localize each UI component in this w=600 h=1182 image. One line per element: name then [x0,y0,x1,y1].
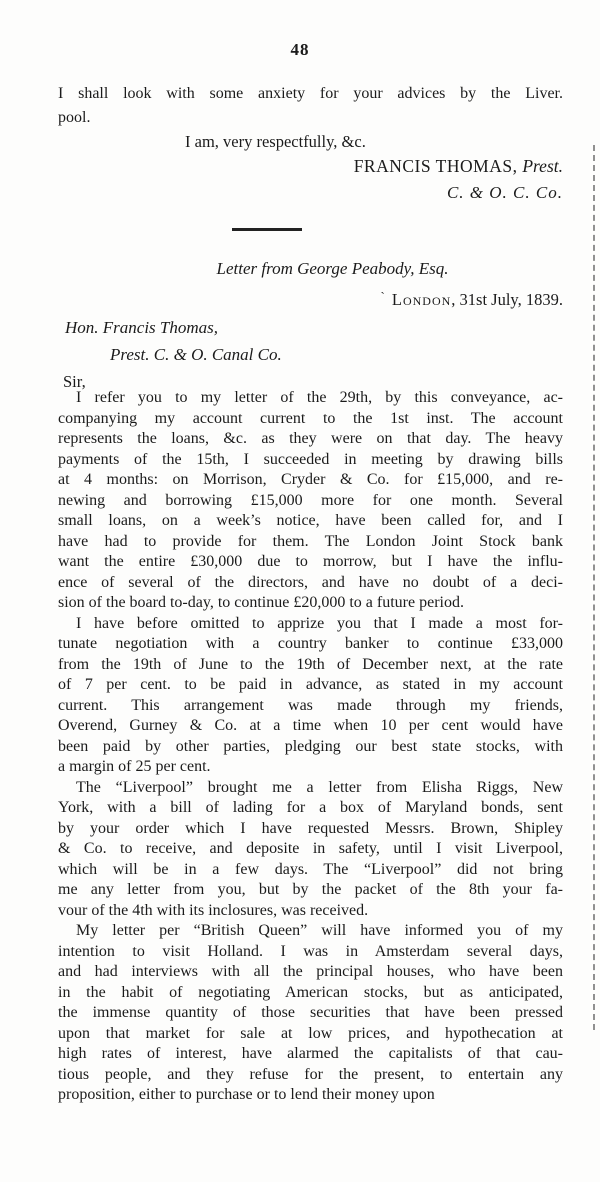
scan-edge-artifact [593,145,595,1030]
text-line: have had to provide for them. The London Joint Stock bank [58,532,563,550]
text-line: current. This arrangement was made through my friends, [58,696,563,714]
text-line: and had interviews with all the principal houses, who have been [58,963,563,980]
text-line: York, with a bill of lading for a box of Maryland bonds, sent [58,799,563,816]
signature-title: Prest. [522,156,563,176]
text-line: I refer you to my letter of the 29th, by this conveyance, ac- [76,389,563,406]
salutation: Sir, [63,372,86,391]
text-line: high rates of interest, have alarmed the capitalists of that cau- [58,1045,563,1062]
signature-name: FRANCIS THOMAS, [353,156,518,176]
text-line: proposition, either to purchase or to lend their money upon [58,1086,435,1103]
text-line: of 7 per cent. to be paid in advance, as stated in my account [58,676,563,693]
signature-company: C. & O. C. Co. [446,183,563,202]
text-line: at 4 months: on Morrison, Cryder & Co. for £15,000, and re- [58,471,563,488]
addressee-title: Prest. C. & O. Canal Co. [110,345,282,364]
body-paragraph-2 [58,614,563,778]
text-line: which will be in a few days. The “Liverpool” did not bring [58,860,563,878]
text-line: Overend, Gurney & Co. at a time when 10 per cent would have [58,717,563,734]
text-line: newing and borrowing £15,000 more for one month. Several [58,491,563,509]
text-line: sion of the board to-day, to continue £20,000 to a future period. [58,594,464,611]
text-line: want the entire £30,000 due to morrow, but I have the influ- [58,553,563,570]
signature-line [58,156,563,177]
letter-heading: Letter from George Peabody, Esq. [216,259,449,278]
text-line: pool. [58,109,91,126]
text-line: I shall look with some anxiety for your advices by the Liver. [58,85,563,102]
text-line: small loans, on a week’s notice, have been called for, and I [58,512,563,529]
text-line: me any letter from you, but by the packet of the 8th your fa- [58,881,563,898]
dateline-date: , 31st July, 1839. [451,290,563,309]
text-line: companying my account current to the 1st inst. The account [58,409,563,427]
text-line: intention to visit Holland. I was in Amsterdam several days, [58,942,563,960]
text-line: My letter per “British Queen” will have informed you of my [76,922,563,939]
section-divider-rule [232,228,302,231]
addressee-name: Hon. Francis Thomas, [65,318,219,337]
text-line: vour of the 4th with its inclosures, was received. [58,901,369,919]
text-line: a margin of 25 per cent. [58,758,211,775]
scan-tick-artifact: ` [380,289,385,304]
text-line: ence of several of the directors, and have no doubt of a deci- [58,573,563,591]
page-number: 48 [290,40,310,59]
text-line: payments of the 15th, I succeeded in meeting by drawing bills [58,450,563,468]
text-line: upon that market for sale at low prices, and hypothecation at [58,1024,563,1042]
dateline [58,289,563,310]
body-paragraph-4 [58,921,563,1106]
text-line: by your order which I have requested Messrs. Brown, Shipley [58,819,563,837]
body-paragraph-3 [58,778,563,922]
dateline-place: London [391,290,452,309]
text-line: tious people, and they refuse for the present, to entertain any [58,1065,563,1083]
text-line: tunate negotiation with a country banker to continue £33,000 [58,635,563,652]
text-line: been paid by other parties, pledging our best state stocks, with [58,737,563,755]
text-line: the immense quantity of those securities that have been pressed [58,1004,563,1021]
letter-body [58,388,563,1106]
text-line: & Co. to receive, and deposite in safety, until I visit Liverpool, [58,840,563,857]
text-line: I have before omitted to apprize you that I made a most for- [76,614,563,632]
text-line: The “Liverpool” brought me a letter from Elisha Riggs, New [76,778,563,796]
text-line: in the habit of negotiating American stocks, but as anticipated, [58,983,563,1001]
previous-letter-continuation [58,82,563,130]
body-paragraph-1 [58,388,563,614]
text-line: represents the loans, &c. as they were on that day. The heavy [58,430,563,447]
text-line: from the 19th of June to the 19th of December next, at the rate [58,655,563,673]
letter-closing: I am, very respectfully, &c. [185,132,366,151]
